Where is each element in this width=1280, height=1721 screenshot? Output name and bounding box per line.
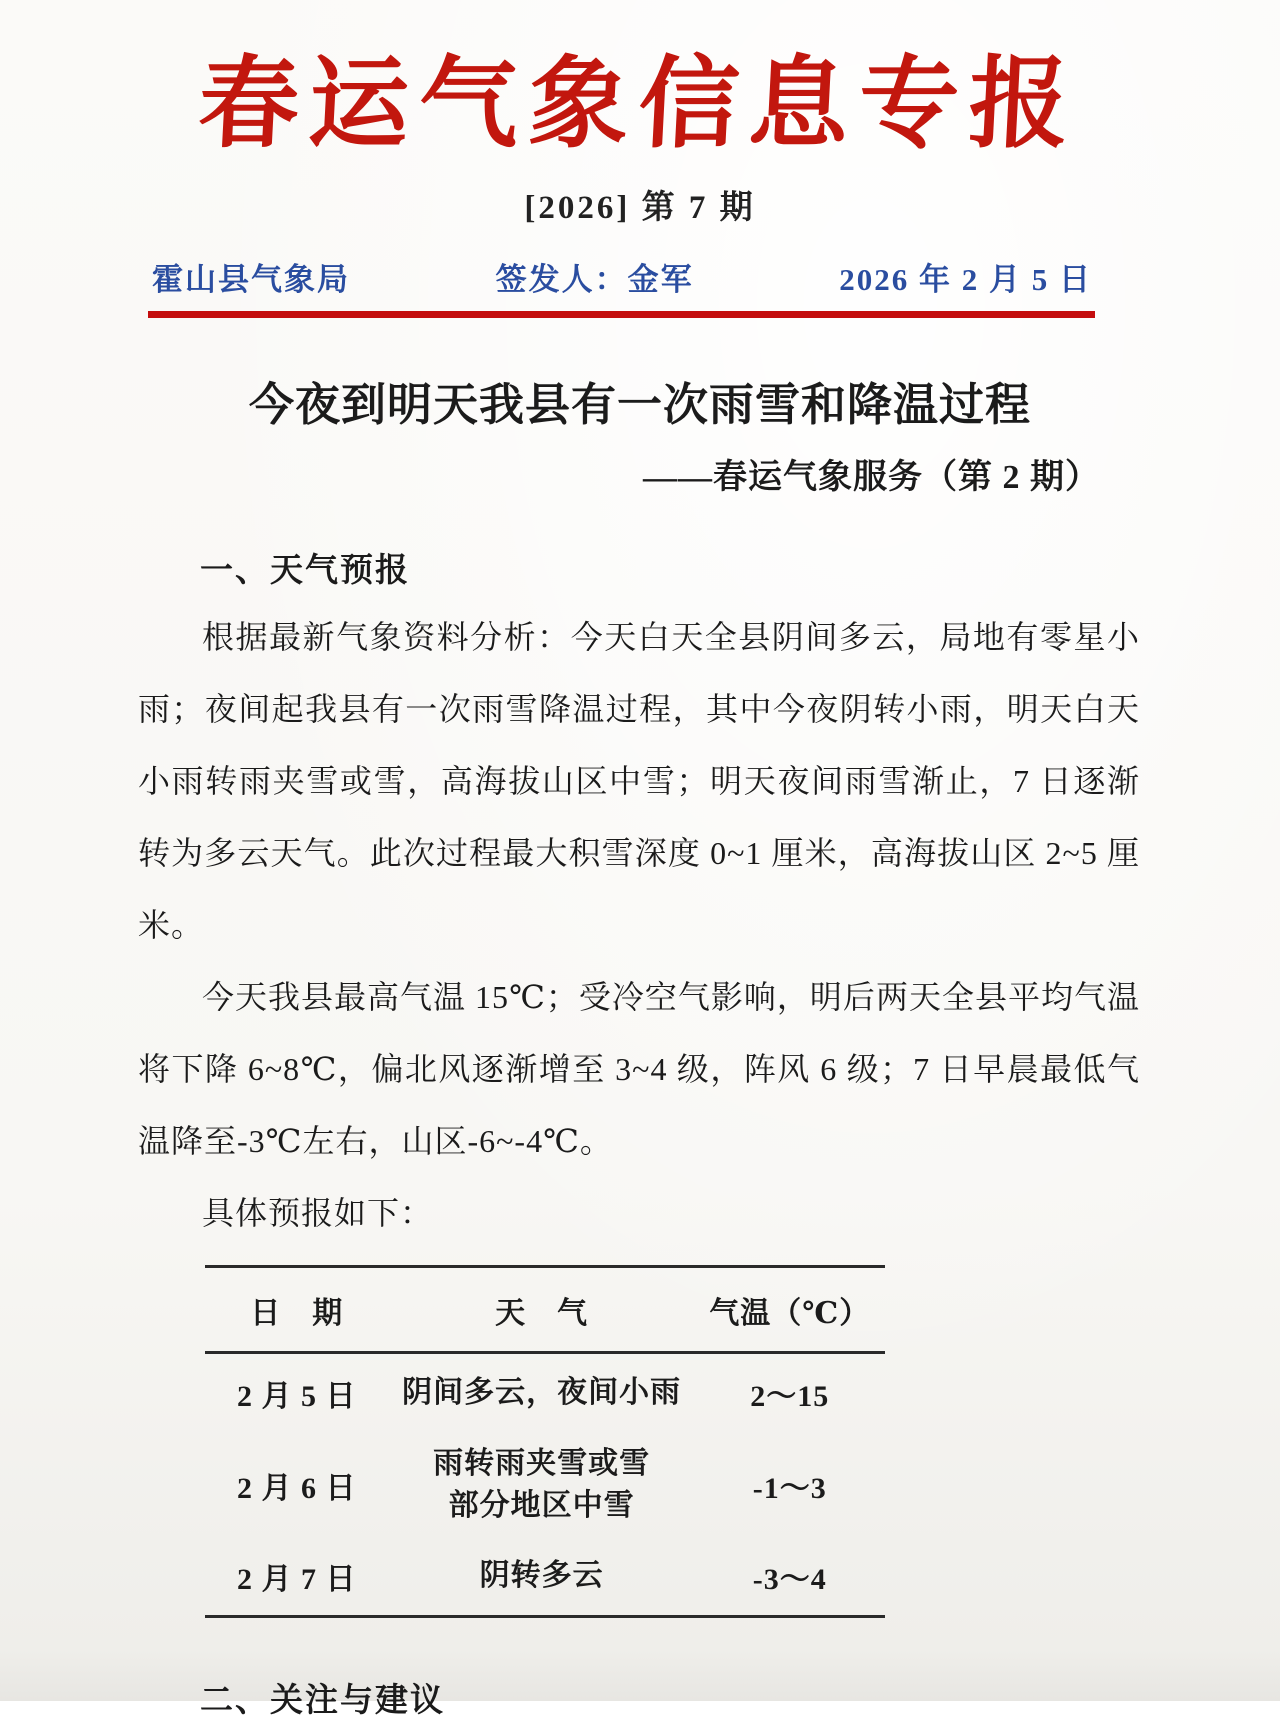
cell-weather (389, 1433, 695, 1537)
table-header-row (205, 1267, 885, 1353)
section-heading-weather-forecast: 一、天气预报 (200, 551, 410, 588)
cell-date: 2 月 7 日 (237, 1562, 357, 1596)
issuer-row (152, 254, 1092, 299)
red-divider-rule (148, 311, 1095, 318)
weather-line: 阴间多云，夜间小雨 (402, 1376, 682, 1410)
weather-line: 雨转雨夹雪或雪 (433, 1446, 651, 1480)
weather-line: 阴转多云 (479, 1558, 604, 1592)
table-row-feb6 (205, 1433, 885, 1537)
forecast-body (138, 601, 1140, 1249)
table-header-temp: 气温（℃） (709, 1296, 871, 1330)
cell-weather (389, 1353, 695, 1433)
forecast-paragraph-1: 根据最新气象资料分析：今天白天全县阴间多云，局地有零星小雨；夜间起我县有一次雨雪降温过程，其中今夜阴转小雨，明天白天小雨转雨夹雪或雪，高海拔山区中雪；明天夜间雨雪渐止，7 日逐渐转为多云天气。此次过程最大积雪深度 0~1 厘米，高海拔山区 2~5 厘米。 (138, 619, 1140, 943)
bulletin-subtitle: ——春运气象服务（第 2 期） (643, 459, 1100, 496)
issue-number: [2026] 第 7 期 (524, 190, 756, 226)
table-intro: 具体预报如下： (202, 1195, 434, 1231)
cell-date: 2 月 6 日 (237, 1471, 357, 1505)
issuer-signer: 签发人：金军 (495, 262, 694, 297)
forecast-paragraph-2: 今天我县最高气温 15℃；受冷空气影响，明后两天全县平均气温将下降 6~8℃，偏北风逐渐增至 3~4 级，阵风 6 级；7 日早晨最低气温降至-3℃左右，山区-6~-4℃。 (138, 979, 1140, 1159)
cell-temp: -1～3 (752, 1471, 827, 1505)
bulletin-headline: 今夜到明天我县有一次雨雪和降温过程 (248, 380, 1031, 430)
masthead-title: 春运气象信息专报 (195, 49, 1082, 160)
section-heading-advice: 二、关注与建议 (200, 1681, 445, 1718)
issue-date: 2026 年 2 月 5 日 (839, 262, 1092, 297)
table-header-weather: 天 气 (495, 1296, 589, 1330)
cell-date: 2 月 5 日 (237, 1380, 357, 1414)
issuer-org: 霍山县气象局 (152, 262, 350, 297)
cell-weather (389, 1537, 695, 1617)
table-row-feb5 (205, 1353, 885, 1433)
table-header-date: 日 期 (250, 1296, 344, 1330)
table-row-feb7 (205, 1537, 885, 1617)
forecast-table (205, 1265, 885, 1618)
weather-line: 部分地区中雪 (448, 1488, 635, 1522)
cell-temp: -3～4 (752, 1562, 827, 1596)
cell-temp: 2～15 (750, 1380, 830, 1414)
